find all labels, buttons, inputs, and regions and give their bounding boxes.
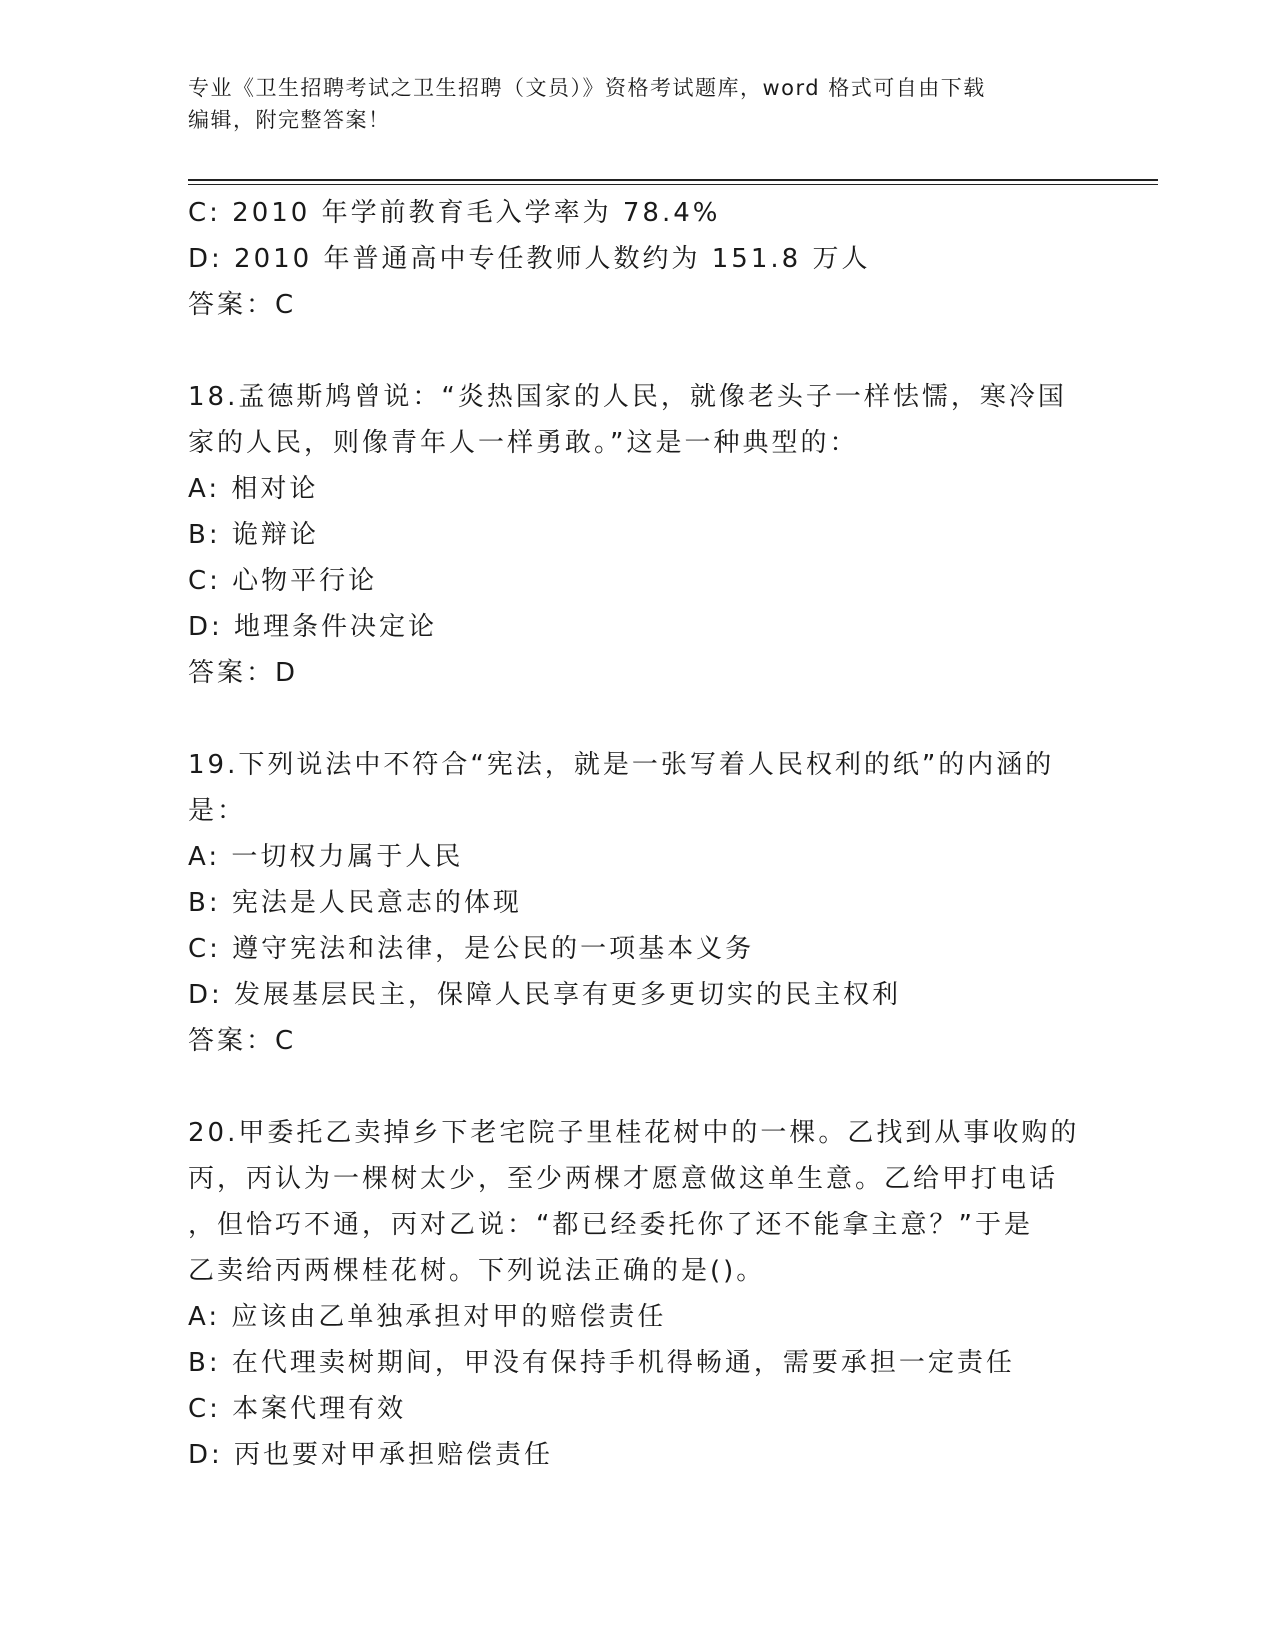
- question-stem: 家的人民，则像青年人一样勇敢。”这是一种典型的：: [188, 428, 859, 458]
- option-d: D: 地理条件决定论: [188, 612, 438, 642]
- option-c: C: 心物平行论: [188, 566, 378, 596]
- question-17-continued: [188, 190, 1088, 328]
- question-stem: 20.甲委托乙卖掉乡下老宅院子里桂花树中的一棵。乙找到从事收购的: [188, 1118, 1080, 1148]
- option-c: C: 2010 年学前教育毛入学率为 78.4%: [188, 198, 721, 228]
- header-title-line-2: 编辑，附完整答案！: [188, 108, 391, 132]
- question-stem: 19.下列说法中不符合“宪法，就是一张写着人民权利的纸”的内涵的: [188, 750, 1055, 780]
- spacer: [188, 328, 1088, 374]
- question-18: [188, 374, 1088, 696]
- question-list: [188, 190, 1088, 1478]
- question-19: [188, 742, 1088, 1064]
- option-a: A: 应该由乙单独承担对甲的赔偿责任: [188, 1302, 667, 1332]
- option-b: B: 诡辩论: [188, 520, 319, 550]
- answer-label: 答案：C: [188, 1026, 297, 1056]
- option-b: B: 在代理卖树期间，甲没有保持手机得畅通，需要承担一定责任: [188, 1348, 1015, 1378]
- option-d: D: 2010 年普通高中专任教师人数约为 151.8 万人: [188, 244, 871, 274]
- question-20: [188, 1110, 1088, 1478]
- option-a: A: 一切权力属于人民: [188, 842, 464, 872]
- option-c: C: 本案代理有效: [188, 1394, 407, 1424]
- answer-label: 答案：C: [188, 290, 297, 320]
- question-stem: 丙，丙认为一棵树太少，至少两棵才愿意做这单生意。乙给甲打电话: [188, 1164, 1059, 1194]
- question-stem: 乙卖给丙两棵桂花树。下列说法正确的是()。: [188, 1256, 766, 1286]
- spacer: [188, 696, 1088, 742]
- option-b: B: 宪法是人民意志的体现: [188, 888, 522, 918]
- option-a: A: 相对论: [188, 474, 319, 504]
- option-d: D: 丙也要对甲承担赔偿责任: [188, 1440, 554, 1470]
- page-header: [188, 72, 1088, 136]
- question-stem: 是：: [188, 796, 247, 826]
- answer-label: 答案：D: [188, 658, 299, 688]
- question-stem: 18.孟德斯鸠曾说：“炎热国家的人民，就像老头子一样怯懦，寒冷国: [188, 382, 1067, 412]
- header-title-line-1: 专业《卫生招聘考试之卫生招聘（文员）》资格考试题库，word 格式可自由下载: [188, 76, 986, 100]
- header-divider-thin: [188, 184, 1158, 185]
- question-stem: ，但恰巧不通，丙对乙说：“都已经委托你了还不能拿主意？”于是: [188, 1210, 1033, 1240]
- option-d: D: 发展基层民主，保障人民享有更多更切实的民主权利: [188, 980, 902, 1010]
- header-divider-thick: [188, 179, 1158, 181]
- option-c: C: 遵守宪法和法律，是公民的一项基本义务: [188, 934, 755, 964]
- spacer: [188, 1064, 1088, 1110]
